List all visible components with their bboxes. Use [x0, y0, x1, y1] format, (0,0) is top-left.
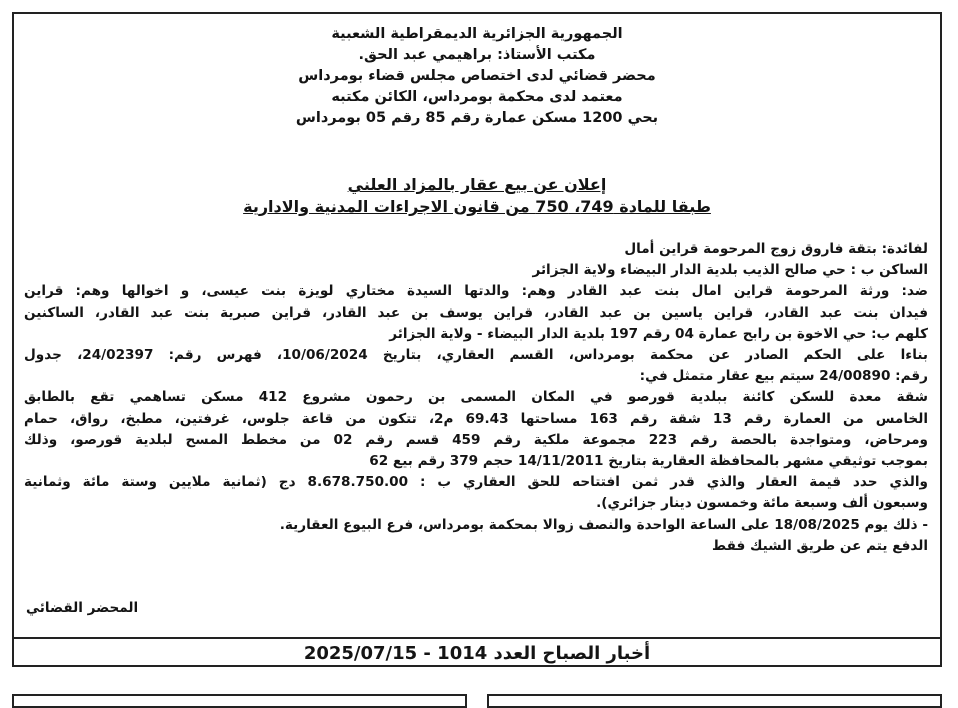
- header-line: بحي 1200 مسكن عمارة رقم 85 رقم 05 بومرداس: [295, 110, 659, 126]
- header-line: معتمد لدى محكمة بومرداس، الكائن مكتبه: [331, 89, 623, 105]
- next-announcement-frame-left: [12, 694, 467, 708]
- body-line-property: شقة معدة للسكن كائنة ببلدية قورصو في المكان المسمى بن رحمون مشروع 412 مسكن تساهمي تقع بالطابق: [24, 389, 928, 406]
- title-main: إعلان عن بيع عقار بالمزاد العلني: [347, 175, 607, 194]
- announcement-body: [24, 239, 928, 557]
- header-line: محضر قضائي لدى اختصاص مجلس قضاء بومرداس: [298, 68, 656, 84]
- announcement-frame: [12, 12, 942, 667]
- newspaper-footer: أخبار الصباح العدد 1014 - 2025/07/15: [14, 637, 940, 669]
- body-line-price-words: وسبعون ألف وسبعة مائة وخمسون دينار جزائري).: [596, 495, 928, 512]
- announcement-title: [14, 174, 940, 218]
- body-line-defendants-cont: فيدان بنت عبد القادر، قراين ياسين بن عبد القادر، قراين يوسف بن عبد القادر، قراين صبرية بنت عبد القادر، الساكنين: [24, 304, 928, 321]
- body-line-defendants-address: كلهم ب: حي الاخوة بن رابح عمارة 04 رقم 197 بلدية الدار البيضاء - ولاية الجزائر: [389, 325, 928, 342]
- body-line-property-parcel: ومرحاض، ومتواجدة بالحصة رقم 223 مجموعة ملكية رقم 459 قسم رقم 02 من مخطط المسح لبلدية قورصو، وذلك: [24, 431, 928, 448]
- body-line-defendants: ضد: ورثة المرحومة قراين امال بنت عبد القادر وهم: والدتها السيدة مختاري لويزة بنت عيسى، و اخوالها وهم: قراين: [24, 283, 928, 300]
- bailiff-signature: المحضر القضائي: [26, 600, 139, 616]
- next-announcement-frame-right: [487, 694, 942, 708]
- body-line-payment: الدفع يتم عن طريق الشيك فقط: [712, 537, 928, 554]
- header-line: الجمهورية الجزائرية الديمقراطية الشعبية: [331, 26, 623, 42]
- body-line-judgment-cont: رقم: 24/00890 سيتم بيع عقار متمثل في:: [639, 368, 928, 385]
- body-line-auction-date: - ذلك يوم 18/08/2025 على الساعة الواحدة والنصف زوالا بمحكمة بومرداس، فرع البيوع العقارية.: [279, 516, 928, 533]
- title-legal-basis: طبقا للمادة 749، 750 من قانون الاجراءات المدنية والادارية: [243, 197, 711, 216]
- office-header: [14, 24, 940, 129]
- body-line-residence: الساكن ب : حي صالح الذيب بلدية الدار البيضاء ولاية الجزائر: [532, 262, 928, 279]
- body-line-price: والذي حدد قيمة العقار والذي قدر ثمن افتتاحه للحق العقاري ب : 8.678.750.00 دج (ثمانية ملايين وستة مائة وثمانية: [24, 474, 928, 491]
- body-line-property-cont: الخامس من العمارة رقم 13 شقة رقم 163 مساحتها 69.43 م2، تتكون من قاعة جلوس، غرفتين، مطبخ، رواق، حمام: [24, 410, 928, 427]
- body-line-judgment: بناءا على الحكم الصادر عن محكمة بومرداس، القسم العقاري، بتاريخ 10/06/2024، فهرس رقم: 24/02397، جدول: [24, 347, 928, 364]
- header-line: مكتب الأستاذ: براهيمي عبد الحق.: [358, 47, 596, 63]
- body-line-beneficiary: لفائدة: بتقة فاروق زوج المرحومة قراين أمال: [624, 241, 928, 257]
- body-line-property-deed: بموجب توثيقي مشهر بالمحافظة العقارية بتاريخ 14/11/2011 حجم 379 رقم بيع 62: [369, 453, 928, 470]
